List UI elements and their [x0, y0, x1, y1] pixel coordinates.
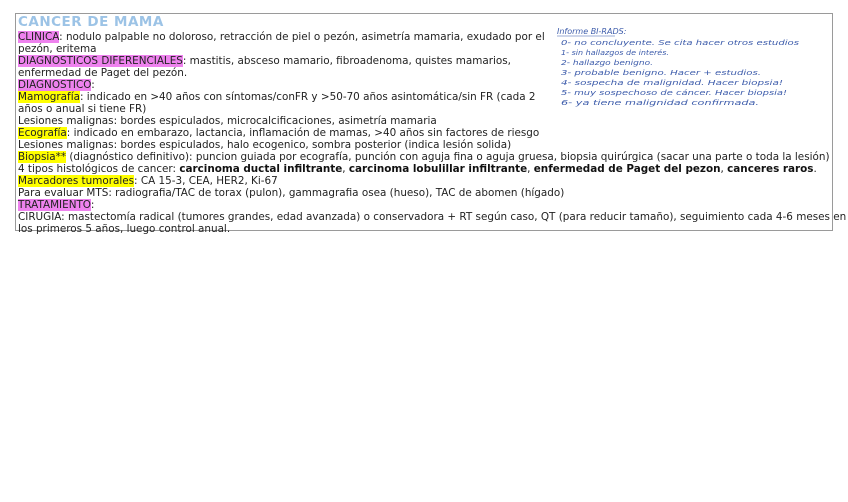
biopsia-line: [18, 151, 830, 163]
birads-item-6: 6- ya tiene malignidad confirmada.: [561, 99, 759, 107]
tipos-line: [18, 163, 817, 175]
tipo-ductal: carcinoma ductal infiltrante: [179, 163, 343, 175]
diagnostico-suffix: :: [91, 79, 95, 91]
tipos-prefix: 4 tipos histológicos de cancer:: [18, 163, 180, 175]
diferenciales-text-1: : mastitis, absceso mamario, fibroadenoma, quistes mamarios,: [182, 55, 511, 67]
tipos-sep: ,: [527, 163, 534, 175]
tratamiento-heading: [18, 199, 94, 211]
mamografia-line-1: [18, 91, 536, 103]
page-title: CANCER DE MAMA: [18, 14, 164, 30]
birads-item-0: 0- no concluyente. Se cita hacer otros estudios: [561, 39, 800, 47]
birads-item-1: 1- sin hallazgos de interés.: [561, 49, 669, 57]
birads-title: Informe BI-RADS:: [557, 27, 627, 36]
biopsia-label: Biopsia**: [18, 151, 67, 163]
mamografia-label: Mamografía: [18, 91, 80, 103]
ecografia-text: : indicado en embarazo, lactancia, inflamación de mamas, >40 años sin factores de riesgo: [66, 127, 540, 139]
marcadores-label: Marcadores tumorales: [18, 175, 135, 187]
clinica-line-2: pezón, eritema: [18, 43, 97, 55]
mts-line: Para evaluar MTS: radiografia/TAC de torax (pulon), gammagrafia osea (hueso), TAC de abomen (hígado): [18, 187, 565, 199]
clinica-line-1: [18, 31, 545, 43]
mamografia-line-2: años o anual si tiene FR): [18, 103, 147, 115]
tipos-end: .: [813, 163, 817, 175]
birads-item-2: 2- hallazgo benigno.: [561, 59, 653, 67]
mamografia-lesiones: Lesiones malignas: bordes espiculados, microcalcificaciones, asimetría mamaria: [18, 115, 437, 127]
tipos-sep: ,: [342, 163, 349, 175]
mamografia-text-1: : indicado en >40 años con síntomas/conFR y >50-70 años asintomática/sin FR (cada 2: [79, 91, 536, 103]
birads-item-5: 5- muy sospechoso de cáncer. Hacer biopsia!: [561, 89, 788, 97]
diferenciales-line-1: [18, 55, 511, 67]
diferenciales-line-2: enfermedad de Paget del pezón.: [18, 67, 188, 79]
ecografia-line: [18, 127, 539, 139]
tipos-sep: ,: [720, 163, 728, 175]
birads-item-4: 4- sospecha de malignidad. Hacer biopsia!: [561, 79, 784, 87]
marcadores-line: [18, 175, 278, 187]
clinica-text-1: : nodulo palpable no doloroso, retracción de piel o pezón, asimetría mamaria, exudado por el: [59, 31, 545, 43]
biopsia-text: (diagnóstico definitivo): puncion guiada por ecografía, punción con aguja fina o aguja gruesa, biopsia quirúrgica (sacar una parte o toda la lesión): [66, 151, 830, 163]
tipo-lobulillar: carcinoma lobulillar infiltrante: [348, 163, 528, 175]
tratamiento-label: TRATAMIENTO: [18, 199, 91, 211]
tipo-raros: canceres raros: [727, 163, 814, 175]
tratamiento-suffix: :: [90, 199, 95, 211]
birads-item-3: 3- probable benigno. Hacer + estudios.: [561, 69, 761, 77]
diagnostico-label: DIAGNOSTICO: [18, 79, 92, 91]
cirugia-line-2: los primeros 5 años, luego control anual.: [18, 223, 231, 235]
marcadores-text: : CA 15-3, CEA, HER2, Ki-67: [134, 175, 278, 187]
ecografia-lesiones: Lesiones malignas: bordes espiculados, halo ecogenico, sombra posterior (indica lesión solida): [18, 139, 512, 151]
ecografia-label: Ecografía: [18, 127, 67, 139]
clinica-label: CLINICA: [18, 31, 60, 43]
diagnostico-heading: [18, 79, 95, 91]
birads-handwritten-note: [553, 24, 803, 110]
diferenciales-label: DIAGNOSTICOS DIFERENCIALES: [18, 55, 183, 67]
cirugia-line-1: CIRUGIA: mastectomía radical (tumores grandes, edad avanzada) o conservadora + RT según caso, QT (para reducir tamaño), seguimiento cada 4-6 meses en: [18, 211, 847, 223]
tipo-paget: enfermedad de Paget del pezon: [533, 163, 721, 175]
